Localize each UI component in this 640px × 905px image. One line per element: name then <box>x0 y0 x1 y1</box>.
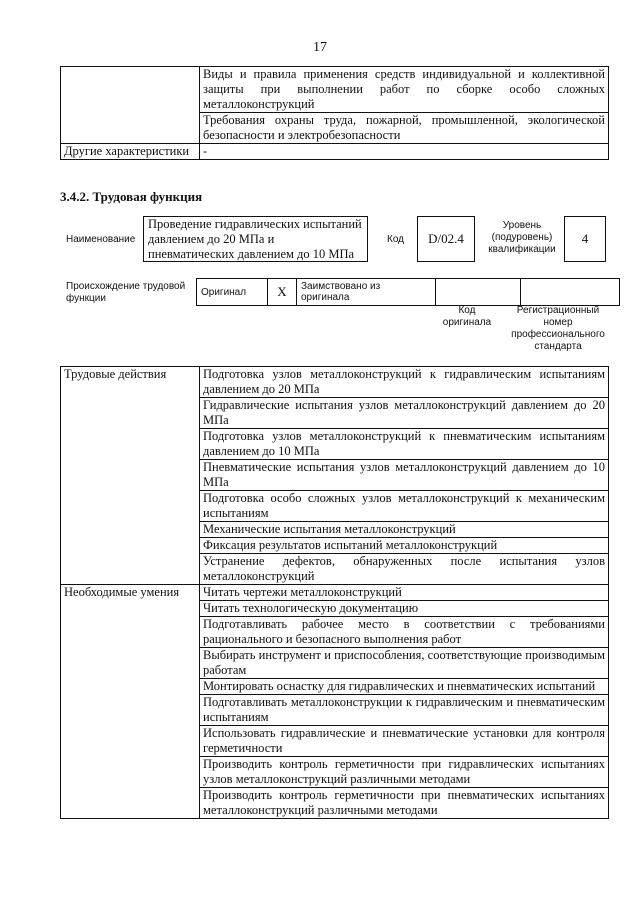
table-cell: Пневматические испытания узлов металлоконструкций давлением до 10 МПа <box>200 460 609 491</box>
table-cell: - <box>200 144 609 160</box>
table-cell: Подготавливать рабочее место в соответствии с требованиями рационального и безопасного выполнения работ <box>200 617 609 648</box>
origin-label: Происхождение трудовой функции <box>66 281 186 304</box>
table-cell: Подготовка узлов металлоконструкций к гидравлическим испытаниям давлением до 20 МПа <box>200 367 609 398</box>
table-row <box>61 585 609 601</box>
table-cell: Фиксация результатов испытаний металлоконструкций <box>200 538 609 554</box>
table-cell: Подготавливать металлоконструкции к гидравлическим и пневматическим испытаниям <box>200 695 609 726</box>
code-caption: Код оригинала <box>442 305 492 328</box>
table-cell: Виды и правила применения средств индивидуальной и коллективной защиты при выполнении работ по сборке особо сложных металлоконструкций <box>200 67 609 113</box>
origin-table <box>196 278 620 306</box>
table-cell: Подготовка узлов металлоконструкций к пневматическим испытаниям давлением до 10 МПа <box>200 429 609 460</box>
section-title: 3.4.2. Трудовая функция <box>60 189 203 204</box>
table-cell: Производить контроль герметичности при пневматических испытаниях металлоконструкций различными методами <box>200 788 609 819</box>
table-cell: Гидравлические испытания узлов металлоконструкций давлением до 20 МПа <box>200 398 609 429</box>
main-table <box>60 366 609 819</box>
table-cell: Выбирать инструмент и приспособления, соответствующие производимым работам <box>200 648 609 679</box>
borrowed-label: Заимствовано из оригинала <box>297 279 436 306</box>
table-cell: Требования охраны труда, пожарной, промышленной, экологической безопасности и электробезопасности <box>200 113 609 144</box>
group-label: Трудовые действия <box>61 367 200 585</box>
table-cell: Подготовка особо сложных узлов металлоконструкций к механическим испытаниям <box>200 491 609 522</box>
function-code: D/02.4 <box>417 216 475 262</box>
table-cell: Механические испытания металлоконструкций <box>200 522 609 538</box>
code-label: Код <box>387 234 405 245</box>
table-row <box>61 144 609 160</box>
table-cell: Читать чертежи металлоконструкций <box>200 585 609 601</box>
reg-caption: Регистрационный номер профессионального стандарта <box>511 305 605 352</box>
original-label: Оригинал <box>197 279 268 306</box>
original-mark: X <box>268 279 297 306</box>
row-label: Другие характеристики <box>61 144 200 160</box>
reg-number-cell <box>521 279 620 306</box>
page-number: 17 <box>313 40 327 55</box>
table-cell: Использовать гидравлические и пневматические установки для контроля герметичности <box>200 726 609 757</box>
group-label: Необходимые умения <box>61 585 200 819</box>
row-label <box>61 67 200 144</box>
table-cell: Устранение дефектов, обнаруженных после испытания узлов металлоконструкций <box>200 554 609 585</box>
top-table <box>60 66 609 160</box>
qualification-level: 4 <box>564 216 606 262</box>
level-label: Уровень (подуровень) квалификации <box>488 220 556 255</box>
original-code-cell <box>436 279 521 306</box>
table-row <box>61 67 609 113</box>
table-row <box>61 367 609 398</box>
table-cell: Монтировать оснастку для гидравлических и пневматических испытаний <box>200 679 609 695</box>
function-name: Проведение гидравлических испытаний давлением до 20 МПа и пневматических давлением до 10 МПа <box>143 216 368 262</box>
table-cell: Производить контроль герметичности при гидравлических испытаниях узлов металлоконструкций различными методами <box>200 757 609 788</box>
name-label: Наименование <box>66 234 136 245</box>
table-cell: Читать технологическую документацию <box>200 601 609 617</box>
